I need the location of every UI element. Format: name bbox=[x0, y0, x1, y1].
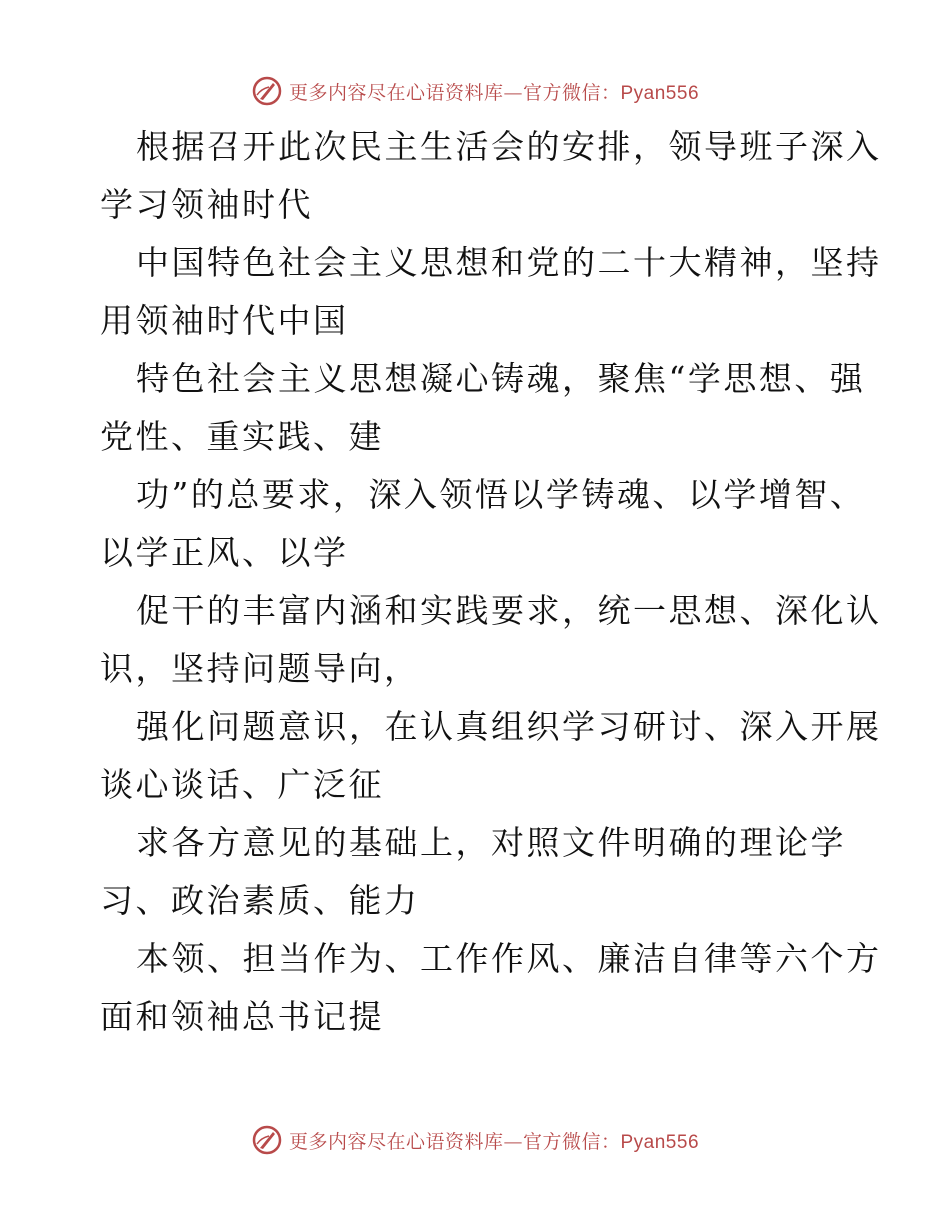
paragraph bbox=[100, 350, 866, 466]
header-watermark bbox=[0, 71, 950, 111]
paragraph bbox=[100, 698, 882, 814]
paragraph bbox=[100, 118, 882, 234]
paragraph-line: 用领袖时代中国 bbox=[100, 301, 349, 340]
watermark-title: 更多内容尽在心语资料库 bbox=[288, 81, 504, 104]
paragraph-line: 求各方意见的基础上，对照文件明确的理论学 bbox=[136, 823, 846, 862]
watermark-text bbox=[289, 1127, 699, 1154]
watermark-wechat-label: 官方微信： bbox=[522, 1130, 621, 1153]
document-body bbox=[100, 118, 882, 1046]
paragraph-line: 根据召开此次民主生活会的安排，领导班子深入 bbox=[136, 127, 882, 166]
paragraph-line: 学习领袖时代 bbox=[100, 185, 313, 224]
watermark-title: 更多内容尽在心语资料库 bbox=[288, 1130, 504, 1153]
watermark-wechat-id: Pyan556 bbox=[620, 82, 700, 104]
paragraph-line: 本领、担当作为、工作作风、廉洁自律等六个方 bbox=[136, 939, 882, 978]
watermark-wechat-label: 官方微信： bbox=[522, 81, 621, 104]
paragraph bbox=[100, 930, 882, 1046]
watermark-wechat-id: Pyan556 bbox=[620, 1131, 700, 1153]
watermark-separator: — bbox=[503, 1130, 523, 1153]
paragraph bbox=[100, 814, 860, 930]
paragraph-line: 以学正风、以学 bbox=[100, 533, 349, 572]
quill-seal-icon bbox=[251, 75, 283, 107]
paragraph-line: 面和领袖总书记提 bbox=[100, 997, 384, 1036]
paragraph-line: 党性、重实践、建 bbox=[100, 417, 384, 456]
quill-seal-icon bbox=[251, 1124, 283, 1156]
paragraph bbox=[100, 234, 882, 350]
watermark-separator: — bbox=[503, 81, 523, 104]
paragraph-line: 强化问题意识，在认真组织学习研讨、深入开展 bbox=[136, 707, 882, 746]
watermark-text bbox=[289, 78, 699, 105]
paragraph bbox=[100, 466, 866, 582]
paragraph-line: 识，坚持问题导向， bbox=[100, 649, 420, 688]
paragraph-line: 促干的丰富内涵和实践要求，统一思想、深化认 bbox=[136, 591, 882, 630]
footer-watermark bbox=[0, 1120, 950, 1160]
paragraph-line: 习、政治素质、能力 bbox=[100, 881, 420, 920]
paragraph-line: 谈心谈话、广泛征 bbox=[100, 765, 384, 804]
paragraph-line: 功”的总要求，深入领悟以学铸魂、以学增智、 bbox=[136, 475, 866, 514]
paragraph-line: 特色社会主义思想凝心铸魂，聚焦“学思想、强 bbox=[136, 359, 866, 398]
paragraph bbox=[100, 582, 882, 698]
paragraph-line: 中国特色社会主义思想和党的二十大精神，坚持 bbox=[136, 243, 882, 282]
